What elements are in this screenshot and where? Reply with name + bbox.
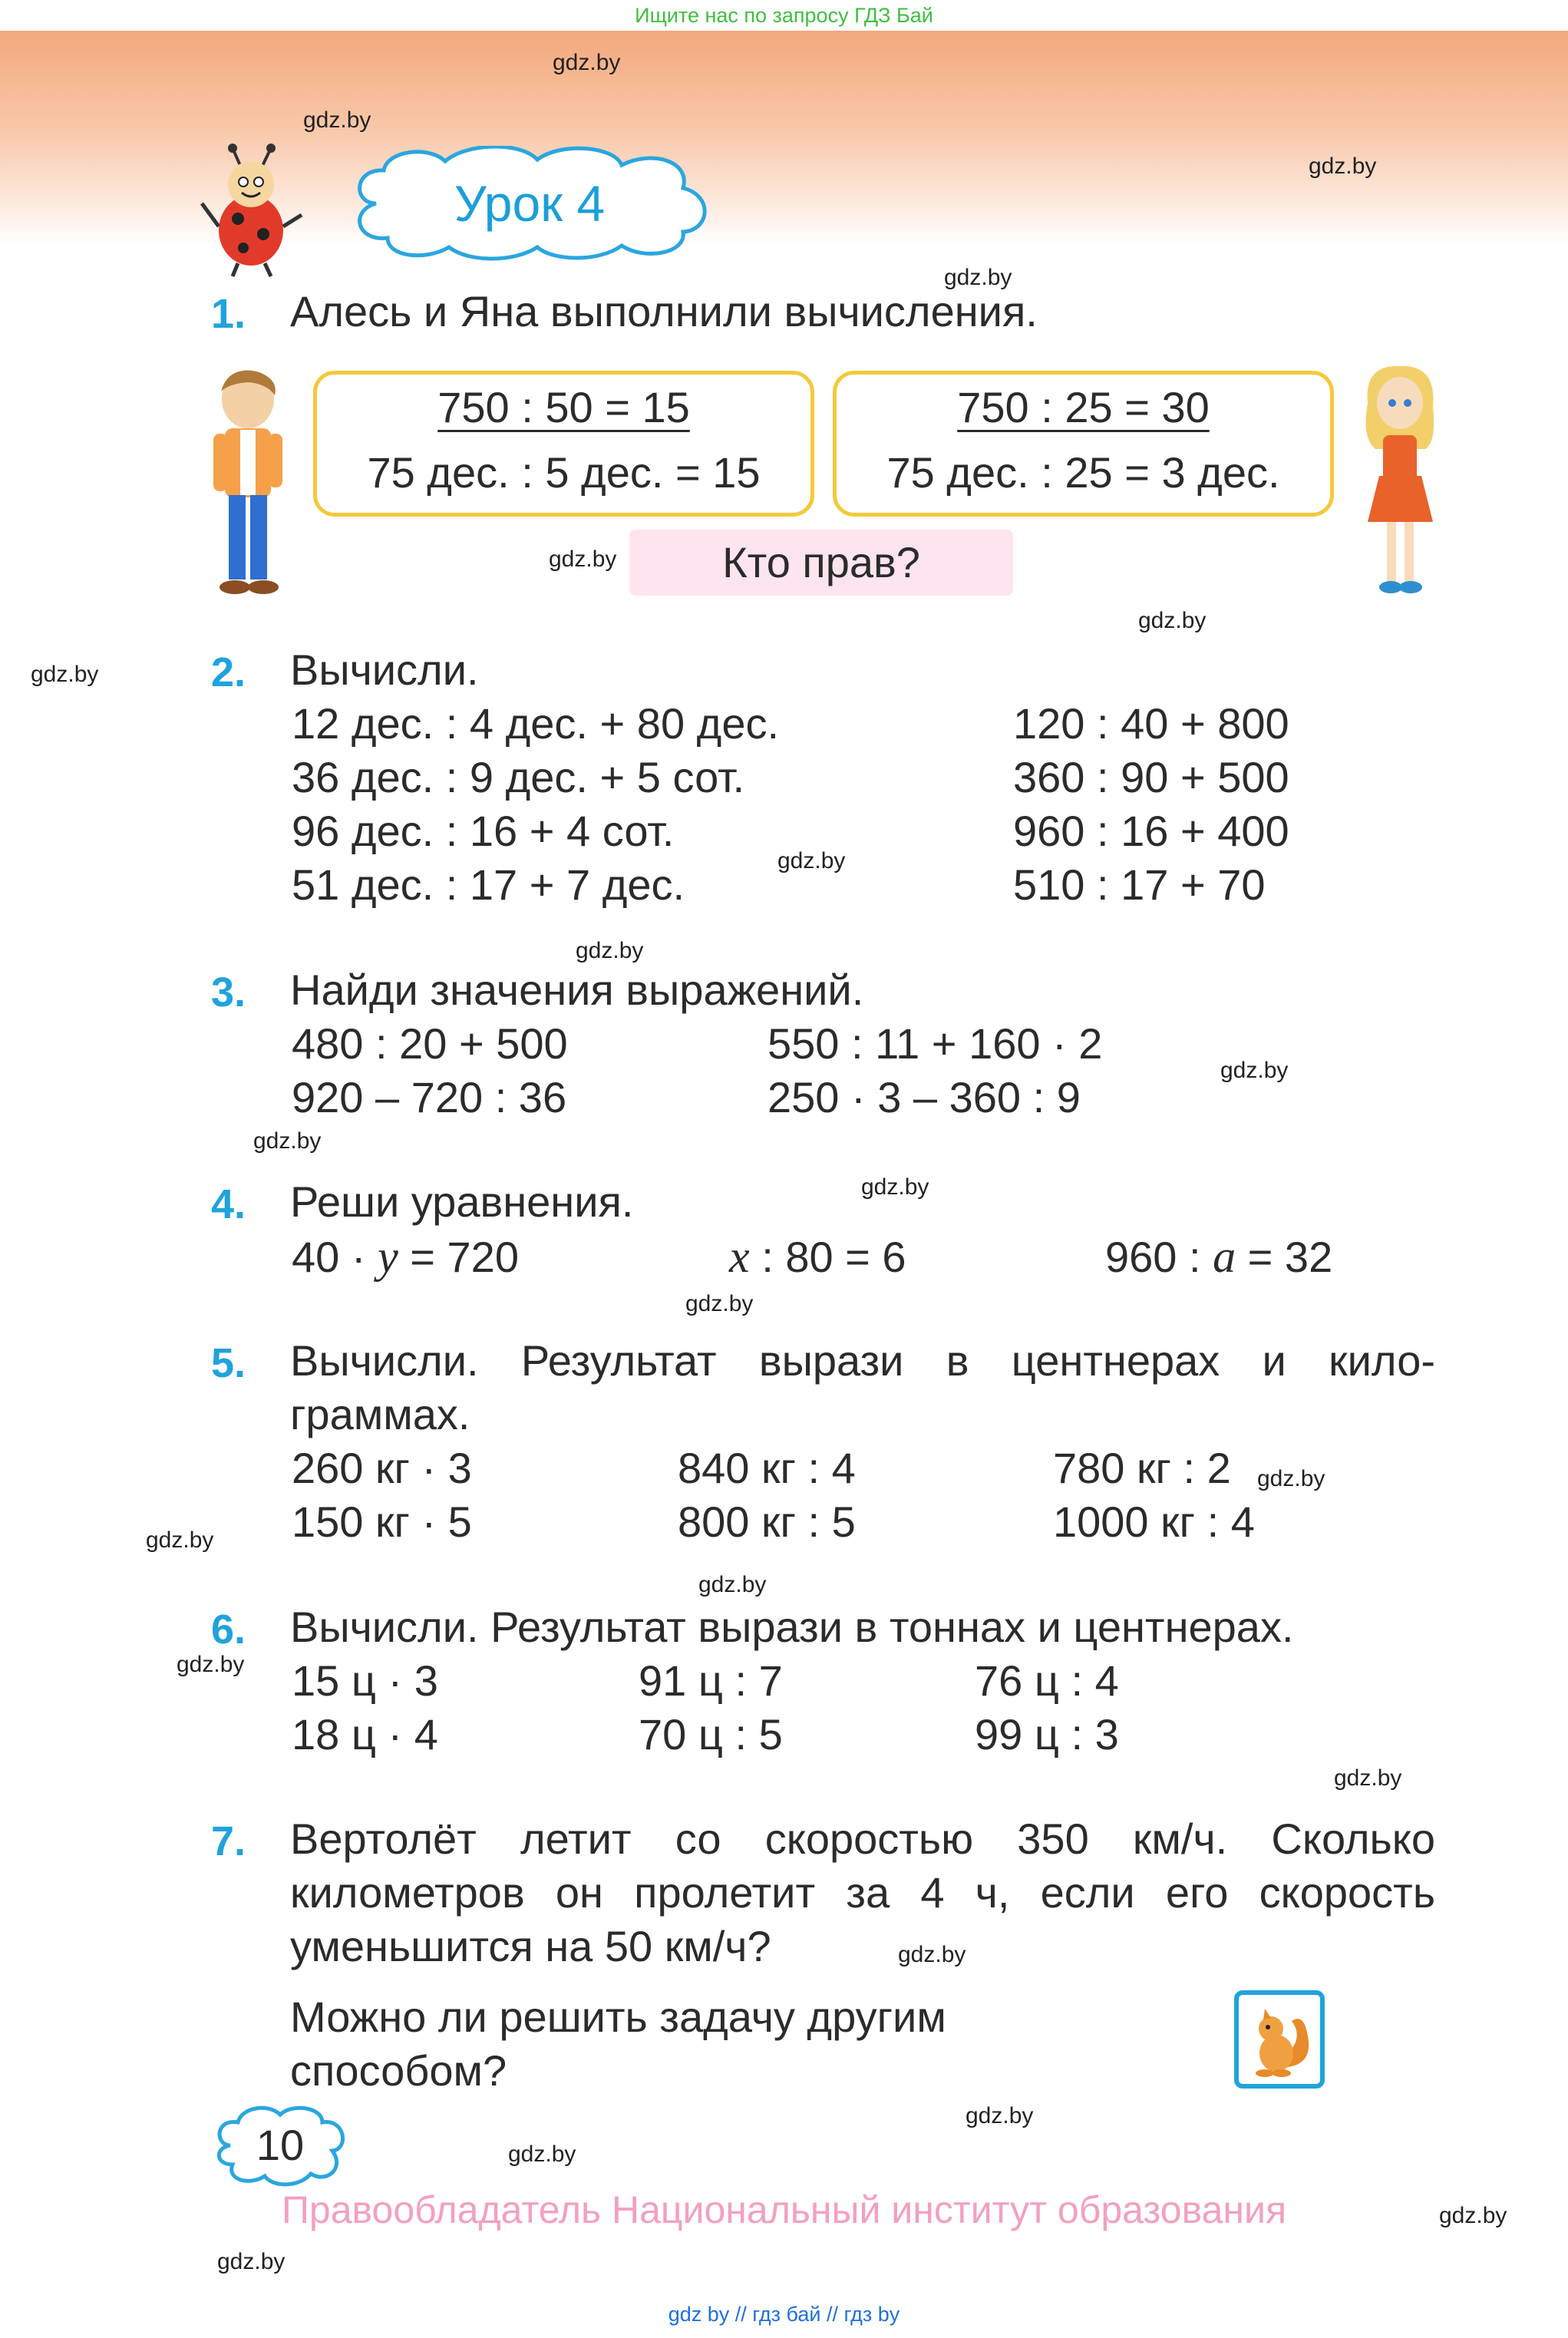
question-who-is-right: Кто прав?	[629, 530, 1013, 596]
task-number: 3.	[211, 969, 246, 1015]
watermark: gdz.by	[549, 547, 617, 572]
equation-part: 40 ·	[292, 1233, 378, 1281]
expression: 1000 кг : 4	[1053, 1498, 1255, 1546]
task-extra-question: Можно ли решить задачу другим	[290, 1993, 946, 2041]
equation	[1105, 1230, 1332, 1283]
expression: 96 дес. : 16 + 4 сот.	[292, 807, 675, 855]
watermark: gdz.by	[685, 1291, 754, 1316]
ladybug-icon	[196, 142, 307, 280]
alex-equation-2: 75 дес. : 5 дес. = 15	[367, 448, 761, 497]
expression: 480 : 20 + 500	[292, 1019, 568, 1068]
task-number: 7.	[211, 1818, 246, 1864]
watermark: gdz.by	[303, 107, 371, 133]
task-text: Вычисли.	[290, 646, 479, 694]
watermark: gdz.by	[217, 2249, 286, 2274]
yana-equation-2: 75 дес. : 25 = 3 дес.	[886, 448, 1280, 497]
bottom-links[interactable]: gdz by // гдз бай // гдз by	[668, 2303, 900, 2326]
task-text: уменьшится на 50 км/ч?	[290, 1922, 771, 1970]
expression: 36 дес. : 9 дес. + 5 сот.	[292, 753, 745, 801]
task-text: Вычисли. Результат вырази в центнерах и кило-	[290, 1336, 1435, 1385]
task-number: 6.	[211, 1607, 246, 1653]
expression: 18 ц · 4	[292, 1710, 438, 1758]
variable-y: y	[378, 1231, 398, 1282]
variable-x: x	[729, 1231, 750, 1282]
watermark: gdz.by	[1334, 1765, 1402, 1791]
equation-part: = 720	[398, 1233, 519, 1281]
watermark: gdz.by	[1138, 608, 1207, 633]
expression: 15 ц · 3	[292, 1656, 438, 1705]
expression: 960 : 16 + 400	[1013, 807, 1289, 855]
expression: 360 : 90 + 500	[1013, 753, 1289, 801]
lesson-title: Урок 4	[454, 175, 606, 232]
watermark: gdz.by	[146, 1527, 214, 1553]
watermark: gdz.by	[698, 1572, 767, 1597]
boy-illustration-icon	[198, 368, 305, 599]
watermark: gdz.by	[1439, 2203, 1507, 2228]
watermark: gdz.by	[1257, 1466, 1325, 1491]
copyright-notice: Правообладатель Национальный институт образования	[281, 2188, 1287, 2231]
task-text: Реши уравнения.	[290, 1177, 634, 1226]
task-number: 5.	[211, 1340, 246, 1386]
task-number: 4.	[211, 1181, 246, 1227]
alex-equation-1: 750 : 50 = 15	[437, 383, 690, 431]
equation	[292, 1230, 519, 1283]
expression: 51 дес. : 17 + 7 дес.	[292, 860, 685, 909]
task-text: Вертолёт летит со скоростью 350 км/ч. Сколько	[290, 1815, 1435, 1863]
task-text: Найди значения выражений.	[290, 966, 864, 1014]
watermark: gdz.by	[177, 1652, 245, 1677]
task-text: Алесь и Яна выполнили вычисления.	[290, 287, 1038, 335]
watermark: gdz.by	[861, 1174, 929, 1200]
expression: 550 : 11 + 160 · 2	[767, 1019, 1103, 1068]
expression: 99 ц : 3	[975, 1710, 1119, 1758]
task-text: Вычисли. Результат вырази в тоннах и центнерах.	[290, 1603, 1294, 1651]
equation-part: 960 :	[1105, 1233, 1213, 1281]
expression: 800 кг : 5	[678, 1498, 856, 1546]
equation	[729, 1230, 906, 1283]
expression: 120 : 40 + 800	[1013, 699, 1289, 748]
watermark: gdz.by	[576, 938, 644, 963]
watermark: gdz.by	[253, 1128, 322, 1154]
equation-part: : 80 = 6	[749, 1233, 906, 1281]
expression: 920 – 720 : 36	[292, 1073, 567, 1121]
watermark: gdz.by	[553, 50, 621, 75]
expression: 91 ц : 7	[639, 1656, 783, 1705]
watermark: gdz.by	[1220, 1058, 1289, 1083]
squirrel-icon	[1234, 1990, 1325, 2089]
girl-illustration-icon	[1352, 365, 1448, 599]
alex-calculation-box	[313, 371, 814, 517]
task-number: 2.	[211, 649, 246, 695]
watermark: gdz.by	[1309, 154, 1377, 179]
variable-a: a	[1213, 1231, 1236, 1282]
yana-equation-1: 750 : 25 = 30	[957, 383, 1210, 431]
expression: 70 ц : 5	[639, 1710, 783, 1758]
task-text: километров он пролетит за 4 ч, если его скорость	[290, 1868, 1435, 1917]
yana-calculation-box	[833, 371, 1334, 517]
watermark: gdz.by	[777, 848, 846, 873]
expression: 12 дес. : 4 дес. + 80 дес.	[292, 699, 780, 748]
watermark: gdz.by	[898, 1942, 966, 1967]
task-extra-question: способом?	[290, 2046, 507, 2095]
expression: 250 · 3 – 360 : 9	[767, 1073, 1081, 1121]
watermark: gdz.by	[944, 265, 1012, 290]
top-banner[interactable]: Ищите нас по запросу ГДЗ Бай	[635, 4, 933, 27]
equation-part: = 32	[1236, 1233, 1333, 1281]
expression: 510 : 17 + 70	[1013, 860, 1266, 909]
expression: 780 кг : 2	[1053, 1444, 1231, 1492]
watermark: gdz.by	[31, 662, 99, 687]
task-number: 1.	[211, 291, 246, 337]
expression: 840 кг : 4	[678, 1444, 856, 1492]
expression: 76 ц : 4	[975, 1656, 1119, 1705]
expression: 260 кг · 3	[292, 1444, 472, 1492]
task-text: граммах.	[290, 1390, 470, 1438]
expression: 150 кг · 5	[292, 1498, 472, 1546]
watermark: gdz.by	[508, 2142, 576, 2167]
watermark: gdz.by	[966, 2103, 1034, 2128]
page-number: 10	[256, 2121, 305, 2169]
